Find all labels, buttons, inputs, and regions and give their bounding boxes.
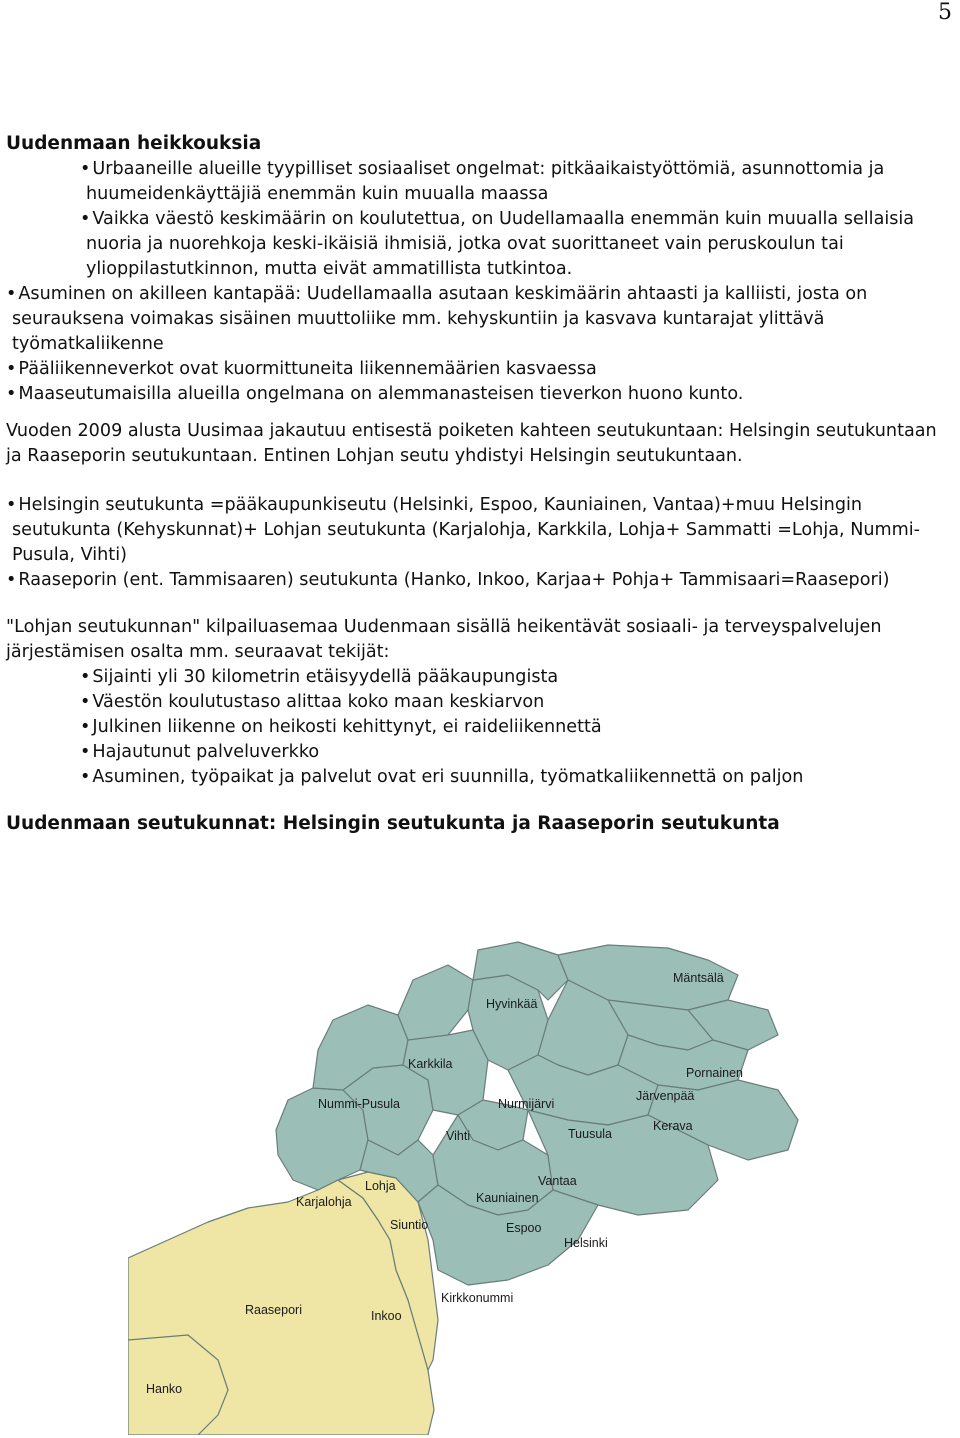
factors-list bbox=[6, 665, 946, 790]
label-vantaa: Vantaa bbox=[538, 1174, 577, 1188]
label-espoo: Espoo bbox=[506, 1221, 542, 1235]
label-jarvenpaa: Järvenpää bbox=[636, 1089, 695, 1103]
label-helsinki: Helsinki bbox=[564, 1236, 608, 1250]
label-karjalohja: Karjalohja bbox=[296, 1195, 352, 1209]
list-item: • Urbaaneille alueille tyypilliset sosiaaliset ongelmat: pitkäaikaistyöttömiä, asunnottomia ja huumeidenkäyttäjiä enemmän kuin muualla maassa bbox=[6, 157, 946, 207]
list-item: • Helsingin seutukunta =pääkaupunkiseutu (Helsinki, Espoo, Kauniainen, Vantaa)+muu Helsingin seutukunta (Kehyskunnat)+ Lohjan seutukunta (Karjalohja, Karkkila, Lohja+ Sammatti =Lohja, Nummi-Pusula, Vihti) bbox=[6, 493, 946, 568]
label-mantsala: Mäntsälä bbox=[673, 971, 724, 985]
label-tuusula: Tuusula bbox=[568, 1127, 613, 1141]
karkkila-shape bbox=[398, 965, 473, 1040]
label-kirkkonummi: Kirkkonummi bbox=[441, 1291, 514, 1305]
paragraph-regions-2009: Vuoden 2009 alusta Uusimaa jakautuu entisestä poiketen kahteen seutukuntaan: Helsingin seutukuntaan ja Raaseporin seutukuntaan. Entinen Lohjan seutu yhdistyi Helsingin seutukuntaan. bbox=[6, 421, 937, 466]
document-body bbox=[6, 130, 946, 837]
list-item: • Pääliikenneverkot ovat kuormittuneita liikennemäärien kasvaessa bbox=[6, 357, 946, 382]
list-item: • Julkinen liikenne on heikosti kehittynyt, ei raideliikennettä bbox=[6, 715, 946, 740]
list-item: • Asuminen, työpaikat ja palvelut ovat eri suunnilla, työmatkaliikennettä on paljon bbox=[6, 765, 946, 790]
page-number: 5 bbox=[938, 0, 952, 25]
list-item: • Raaseporin (ent. Tammisaaren) seutukunta (Hanko, Inkoo, Karjaa+ Pohja+ Tammisaari=Raasepori) bbox=[6, 568, 946, 593]
label-kauniainen: Kauniainen bbox=[476, 1191, 539, 1205]
map-heading: Uudenmaan seutukunnat: Helsingin seutukunta ja Raaseporin seutukunta bbox=[6, 813, 780, 834]
list-item: • Sijainti yli 30 kilometrin etäisyydellä pääkaupungista bbox=[6, 665, 946, 690]
label-nummi-pusula: Nummi-Pusula bbox=[318, 1097, 400, 1111]
weaknesses-list bbox=[6, 157, 946, 407]
regions-list bbox=[6, 493, 946, 593]
list-item: • Maaseutumaisilla alueilla ongelmana on alemmanasteisen tieverkon huono kunto. bbox=[6, 382, 946, 407]
label-raasepori: Raasepori bbox=[245, 1303, 302, 1317]
label-inkoo: Inkoo bbox=[371, 1309, 402, 1323]
list-item: • Väestön koulutustaso alittaa koko maan keskiarvon bbox=[6, 690, 946, 715]
label-hyvinkaa: Hyvinkää bbox=[486, 997, 538, 1011]
label-kerava: Kerava bbox=[653, 1119, 693, 1133]
list-item: • Asuminen on akilleen kantapää: Uudellamaalla asutaan keskimäärin ahtaasti ja kalliisti, josta on seurauksena voimakas sisäinen muuttoliike mm. kehyskuntiin ja kasvava kuntarajat ylittävä työmatkaliikenne bbox=[6, 282, 946, 357]
label-nurmijarvi: Nurmijärvi bbox=[498, 1097, 555, 1111]
label-hanko: Hanko bbox=[146, 1382, 183, 1396]
uusimaa-map-svg bbox=[128, 940, 928, 1435]
label-karkkila: Karkkila bbox=[408, 1057, 453, 1071]
section-heading-weaknesses: Uudenmaan heikkouksia bbox=[6, 133, 262, 154]
label-siuntio: Siuntio bbox=[390, 1218, 429, 1232]
label-lohja: Lohja bbox=[365, 1179, 396, 1193]
paragraph-lohja-competition: "Lohjan seutukunnan" kilpailuasemaa Uudenmaan sisällä heikentävät sosiaali- ja terveyspalvelujen järjestämisen osalta mm. seuraavat tekijät: bbox=[6, 617, 882, 662]
uusimaa-map bbox=[128, 940, 928, 1435]
label-pornainen: Pornainen bbox=[686, 1066, 743, 1080]
label-vihti: Vihti bbox=[446, 1129, 471, 1143]
list-item: • Hajautunut palveluverkko bbox=[6, 740, 946, 765]
list-item: • Vaikka väestö keskimäärin on koulutettua, on Uudellamaalla enemmän kuin muualla sellaisia nuoria ja nuorehkoja keski-ikäisiä ihmisiä, jotka ovat suorittaneet vain peruskoulun tai ylioppilastutkinnon, mutta eivät ammatillista tutkintoa. bbox=[6, 207, 946, 282]
